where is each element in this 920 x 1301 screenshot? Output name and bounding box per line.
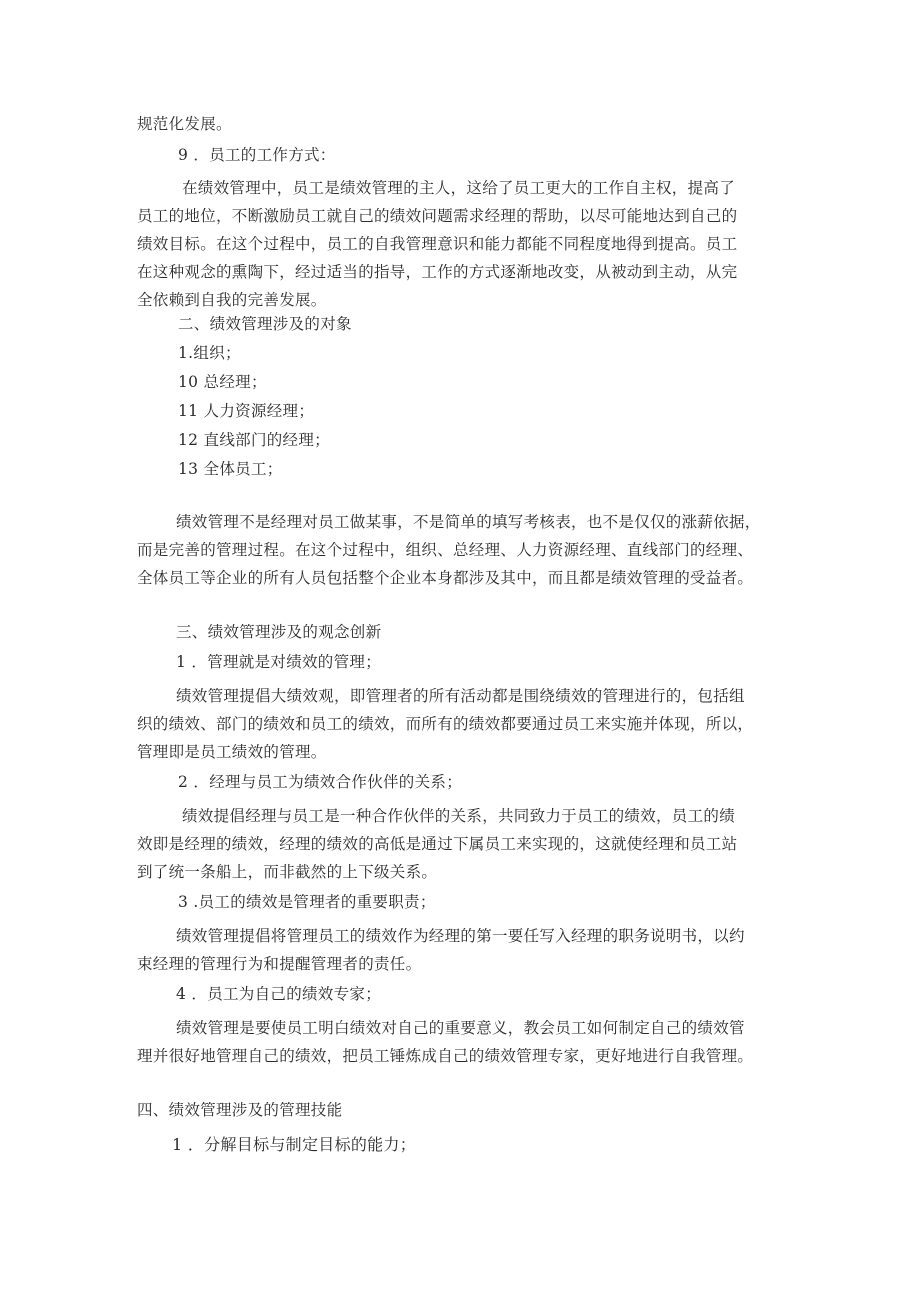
section-2-paragraph-line: 绩效管理不是经理对员工做某事，不是简单的填写考核表，也不是仅仅的涨薪依据， xyxy=(176,513,761,531)
item-9-paragraph-line: 员工的地位，不断激励员工就自己的绩效问题需求经理的帮助，以尽可能地达到自己的 xyxy=(137,207,738,225)
section-3-item-4-paragraph-line: 理并很好地管理自己的绩效，把员工锤炼成自己的绩效管理专家，更好地进行自我管理。 xyxy=(137,1047,754,1065)
item-9-paragraph-line: 全依赖到自我的完善发展。 xyxy=(137,291,327,309)
section-2-list-item: 1.组织； xyxy=(178,344,241,362)
section-3-heading: 三、绩效管理涉及的观念创新 xyxy=(176,623,382,641)
item-9-label: 9 ．员工的工作方式： xyxy=(178,146,336,164)
section-3-item-1-paragraph-line: 管理即是员工绩效的管理。 xyxy=(137,743,327,761)
section-4-item-1-label: 1 ．分解目标与制定目标的能力； xyxy=(172,1135,417,1154)
section-3-item-1-label: 1 ．管理就是对绩效的管理； xyxy=(176,653,381,671)
section-3-item-3-label: 3 .员工的绩效是管理者的重要职责； xyxy=(178,893,436,911)
item-9-paragraph-line: 绩效目标。在这个过程中，员工的自我管理意识和能力都能不同程度地得到提高。员工 xyxy=(137,235,738,253)
section-3-item-3-paragraph-line: 束经理的管理行为和提醒管理者的责任。 xyxy=(137,955,422,973)
item-9-paragraph-line: 在绩效管理中，员工是绩效管理的主人，这给了员工更大的工作自主权，提高了 xyxy=(182,179,736,197)
section-2-list-item: 10 总经理； xyxy=(178,373,267,391)
section-3-item-4-label: 4 ．员工为自己的绩效专家； xyxy=(176,985,381,1003)
item-9-paragraph-line: 在这种观念的熏陶下，经过适当的指导，工作的方式逐渐地改变，从被动到主动，从完 xyxy=(137,263,738,281)
section-3-item-1-paragraph-line: 绩效管理提倡大绩效观，即管理者的所有活动都是围绕绩效的管理进行的，包括组 xyxy=(176,687,745,705)
section-3-item-4-paragraph-line: 绩效管理是要使员工明白绩效对自己的重要意义，教会员工如何制定自己的绩效管 xyxy=(176,1019,745,1037)
section-3-item-2-paragraph-line: 到了统一条船上，而非截然的上下级关系。 xyxy=(137,863,438,881)
continuation-text: 规范化发展。 xyxy=(137,115,232,133)
section-2-heading: 二、绩效管理涉及的对象 xyxy=(178,315,352,333)
section-2-list-item: 12 直线部门的经理； xyxy=(178,431,330,449)
section-3-item-1-paragraph-line: 织的绩效、部门的绩效和员工的绩效，而所有的绩效都要通过员工来实施并体现，所以， xyxy=(137,715,754,733)
section-2-paragraph-line: 而是完善的管理过程。在这个过程中，组织、总经理、人力资源经理、直线部门的经理、 xyxy=(137,541,754,559)
section-3-item-2-paragraph-line: 绩效提倡经理与员工是一种合作伙伴的关系，共同致力于员工的绩效，员工的绩 xyxy=(182,807,736,825)
section-3-item-3-paragraph-line: 绩效管理提倡将管理员工的绩效作为经理的第一要任写入经理的职务说明书，以约 xyxy=(176,927,745,945)
section-4-heading: 四、绩效管理涉及的管理技能 xyxy=(137,1101,343,1119)
section-2-paragraph-line: 全体员工等企业的所有人员包括整个企业本身都涉及其中，而且都是绩效管理的受益者。 xyxy=(137,569,754,587)
section-2-list-item: 11 人力资源经理； xyxy=(178,402,315,420)
section-2-list-item: 13 全体员工； xyxy=(178,460,283,478)
section-3-item-2-paragraph-line: 效即是经理的绩效，经理的绩效的高低是通过下属员工来实现的，这就使经理和员工站 xyxy=(137,835,738,853)
section-3-item-2-label: 2 ．经理与员工为绩效合作伙伴的关系； xyxy=(178,773,462,791)
